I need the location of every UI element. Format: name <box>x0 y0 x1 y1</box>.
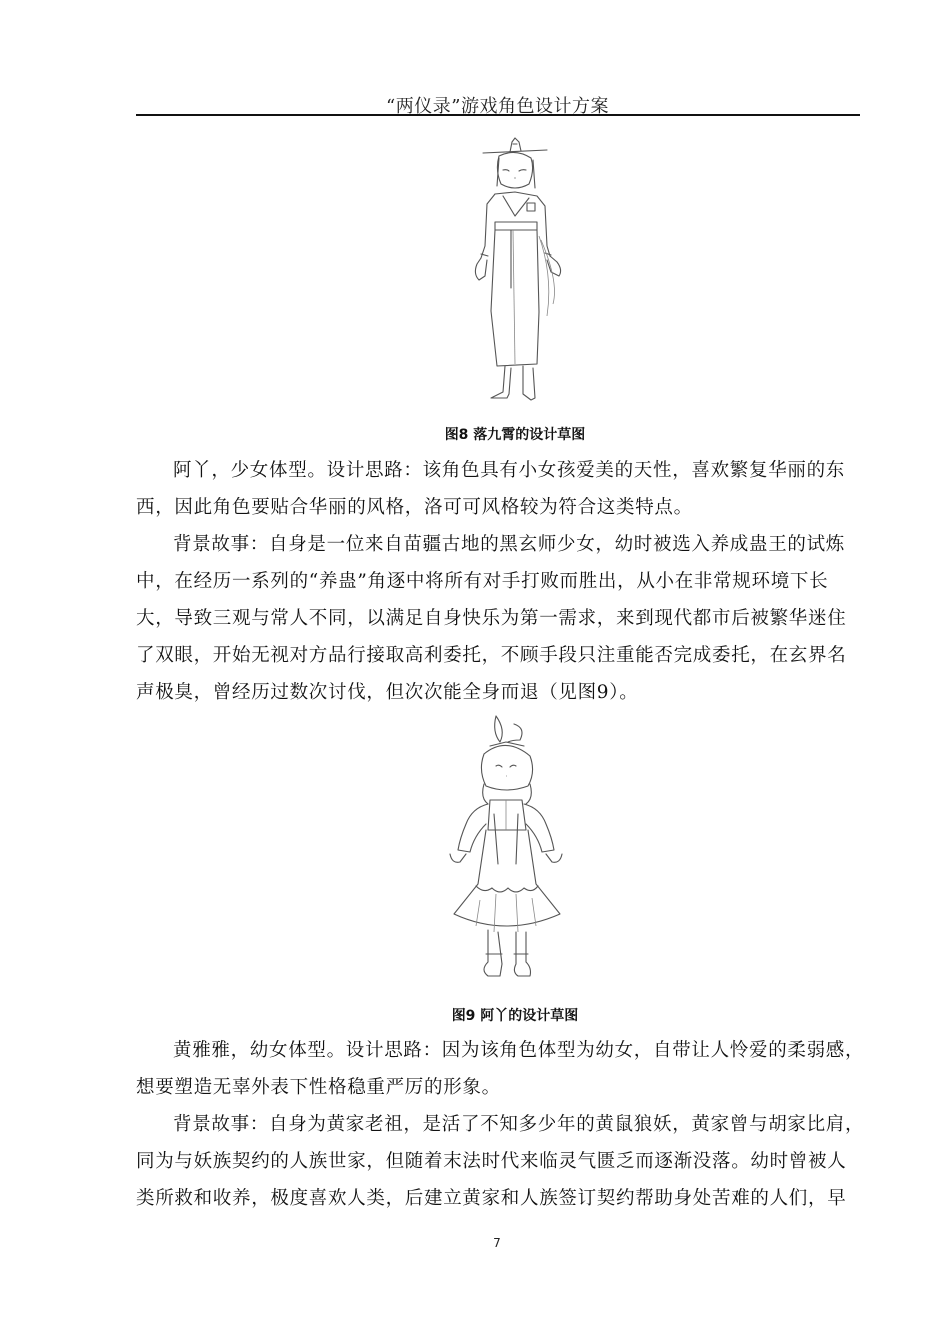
paragraph-2-line-2: 中，在经历一系列的“养蛊”角逐中将所有对手打败而胜出，从小在非常规环境下长 <box>136 571 829 592</box>
paragraph-4-line-2: 同为与妖族契约的人族世家，但随着末法时代来临灵气匮乏而逐渐没落。幼时曾被人 <box>136 1151 847 1172</box>
paragraph-2-line-1: 背景故事：自身是一位来自苗疆古地的黑玄师少女，幼时被选入养成蛊王的试炼 <box>173 534 846 555</box>
paragraph-3-line-2: 想要塑造无辜外表下性格稳重严厉的形象。 <box>136 1077 501 1098</box>
paragraph-2-line-3: 大，导致三观与常人不同，以满足自身快乐为第一需求，来到现代都市后被繁华迷住 <box>136 608 847 629</box>
paragraph-1-line-1: 阿丫，少女体型。设计思路：该角色具有小女孩爱美的天性，喜欢繁复华丽的东 <box>173 460 846 481</box>
character-sketch-aya-image <box>436 714 586 994</box>
paragraph-3-line-1: 黄雅雅，幼女体型。设计思路：因为该角色体型为幼女，自带让人怜爱的柔弱感， <box>173 1040 865 1061</box>
paragraph-4-line-1: 背景故事：自身为黄家老祖，是活了不知多少年的黄鼠狼妖，黄家曾与胡家比肩， <box>173 1114 865 1135</box>
figure-9-sketch <box>436 714 586 994</box>
character-sketch-luojiuxiao-image <box>455 136 580 406</box>
paragraph-1-line-2: 西，因此角色要贴合华丽的风格，洛可可风格较为符合这类特点。 <box>136 497 693 518</box>
running-header-title: “两仪录”游戏角色设计方案 <box>386 96 609 117</box>
figure-8-sketch <box>455 136 580 406</box>
page-number: 7 <box>493 1236 501 1250</box>
paragraph-4-line-3: 类所救和收养，极度喜欢人类，后建立黄家和人族签订契约帮助身处苦难的人们，早 <box>136 1188 847 1209</box>
figure-8-caption: 图8 落九霄的设计草图 <box>444 427 586 443</box>
paragraph-2-line-5: 声极臭，曾经历过数次讨伐，但次次能全身而退（见图9）。 <box>136 682 639 703</box>
paragraph-2-line-4: 了双眼，开始无视对方品行接取高利委托，不顾手段只注重能否完成委托，在玄界名 <box>136 645 847 666</box>
figure-9-caption: 图9 阿丫的设计草图 <box>451 1008 579 1024</box>
header-rule <box>136 114 860 116</box>
